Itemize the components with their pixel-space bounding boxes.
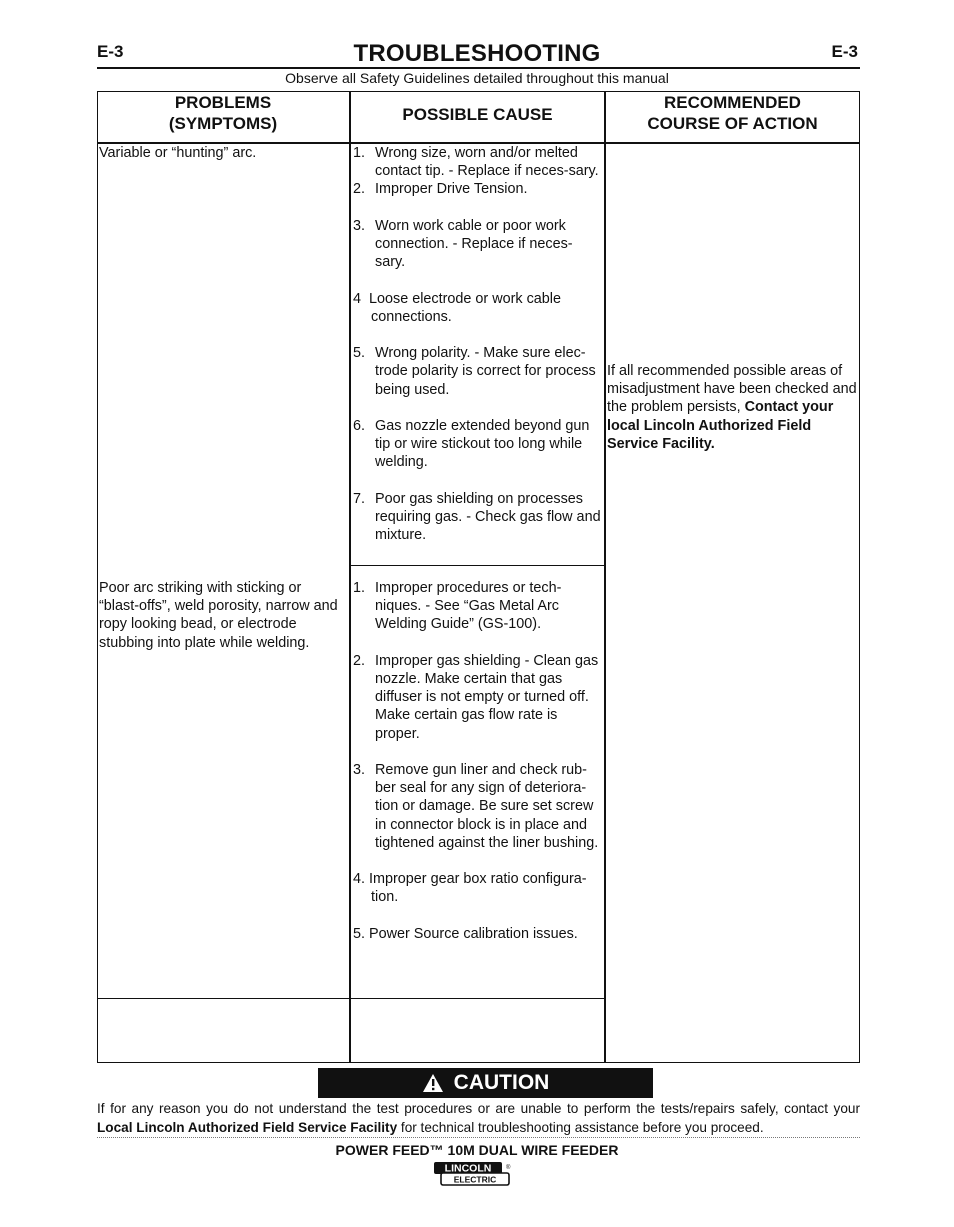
header-recommended-action bbox=[606, 92, 859, 134]
header-action-line2: COURSE OF ACTION bbox=[647, 114, 818, 133]
page-code-right: E-3 bbox=[831, 42, 858, 61]
logo-bottom-text: ELECTRIC bbox=[453, 1174, 497, 1185]
list-item: 6. Gas nozzle extended beyond gun tip or wire stickout too long while welding. bbox=[353, 417, 590, 471]
caution-text-part1: If for any reason you do not understand the test procedures or are unable to perform the tests/repairs safely, contact your bbox=[97, 1101, 860, 1116]
list-item: 4 Loose electrode or work cable connections. bbox=[353, 290, 561, 325]
list-item: 3. Worn work cable or poor work connection. - Replace if neces-sary. bbox=[353, 217, 573, 271]
header-action-line1: RECOMMENDED bbox=[664, 93, 801, 112]
safety-note: Observe all Safety Guidelines detailed throughout this manual bbox=[285, 70, 669, 86]
troubleshooting-table bbox=[97, 91, 860, 1063]
list-item: 1. Wrong size, worn and/or melted contact tip. - Replace if neces-sary. bbox=[353, 145, 599, 180]
header-problems-line2: (SYMPTOMS) bbox=[168, 114, 278, 133]
problem-poor-arc-striking: Poor arc striking with sticking or “blast-offs”, weld porosity, narrow and ropy looking bead, or electrode stubbing into plate while welding. bbox=[99, 580, 338, 651]
lincoln-electric-logo bbox=[433, 1161, 511, 1187]
logo-registered-mark: ® bbox=[506, 1165, 511, 1171]
caution-label: CAUTION bbox=[453, 1071, 550, 1094]
header-rule bbox=[97, 67, 860, 69]
caution-text-bold: Local Lincoln Authorized Field Service Facility bbox=[97, 1119, 398, 1135]
list-item: 3. Remove gun liner and check rub-ber seal for any sign of deteriora-tion or damage. Be sure set screw in connector block is in place and tightened against the liner bushing. bbox=[353, 762, 599, 851]
page-title: TROUBLESHOOTING bbox=[353, 40, 601, 67]
cause-list-hunting-arc bbox=[353, 144, 601, 563]
list-item: 4. Improper gear box ratio configura-tion. bbox=[353, 871, 587, 906]
caution-text-part2: for technical troubleshooting assistance before you proceed. bbox=[397, 1119, 764, 1135]
cause-list-poor-arc-striking bbox=[353, 579, 603, 961]
header-problems-line1: PROBLEMS bbox=[174, 93, 272, 112]
recommended-action bbox=[607, 362, 857, 453]
action-contact-text: Contact your local Lincoln Authorized Field Service Facility. bbox=[607, 399, 834, 452]
list-item: 5. Wrong polarity. - Make sure elec-trode polarity is correct for process being used. bbox=[353, 345, 596, 398]
caution-text bbox=[97, 1100, 860, 1137]
list-item: 2. Improper Drive Tension. bbox=[353, 181, 528, 198]
warning-triangle-icon bbox=[422, 1073, 444, 1093]
list-item: 5. Power Source calibration issues. bbox=[353, 925, 578, 942]
caution-banner bbox=[318, 1068, 653, 1098]
list-item: 7. Poor gas shielding on processes requiring gas. - Check gas flow and mixture. bbox=[353, 490, 601, 544]
header-problems bbox=[97, 92, 349, 134]
footer-product-name: POWER FEED™ 10M DUAL WIRE FEEDER bbox=[335, 1142, 619, 1158]
header-possible-cause: POSSIBLE CAUSE bbox=[402, 105, 553, 124]
action-text: If all recommended possible areas of misadjustment have been checked and the problem persists, bbox=[607, 363, 857, 416]
list-item: 1. Improper procedures or tech-niques. - See “Gas Metal Arc Welding Guide” (GS-100). bbox=[353, 580, 562, 633]
list-item: 2. Improper gas shielding - Clean gas nozzle. Make certain that gas diffuser is not empty or turned off. Make certain gas flow rate is proper. bbox=[353, 652, 599, 742]
page-code-left: E-3 bbox=[97, 42, 124, 61]
logo-top-text: LINCOLN bbox=[444, 1162, 492, 1175]
problem-hunting-arc: Variable or “hunting” arc. bbox=[99, 145, 257, 161]
footer-divider bbox=[97, 1137, 860, 1138]
